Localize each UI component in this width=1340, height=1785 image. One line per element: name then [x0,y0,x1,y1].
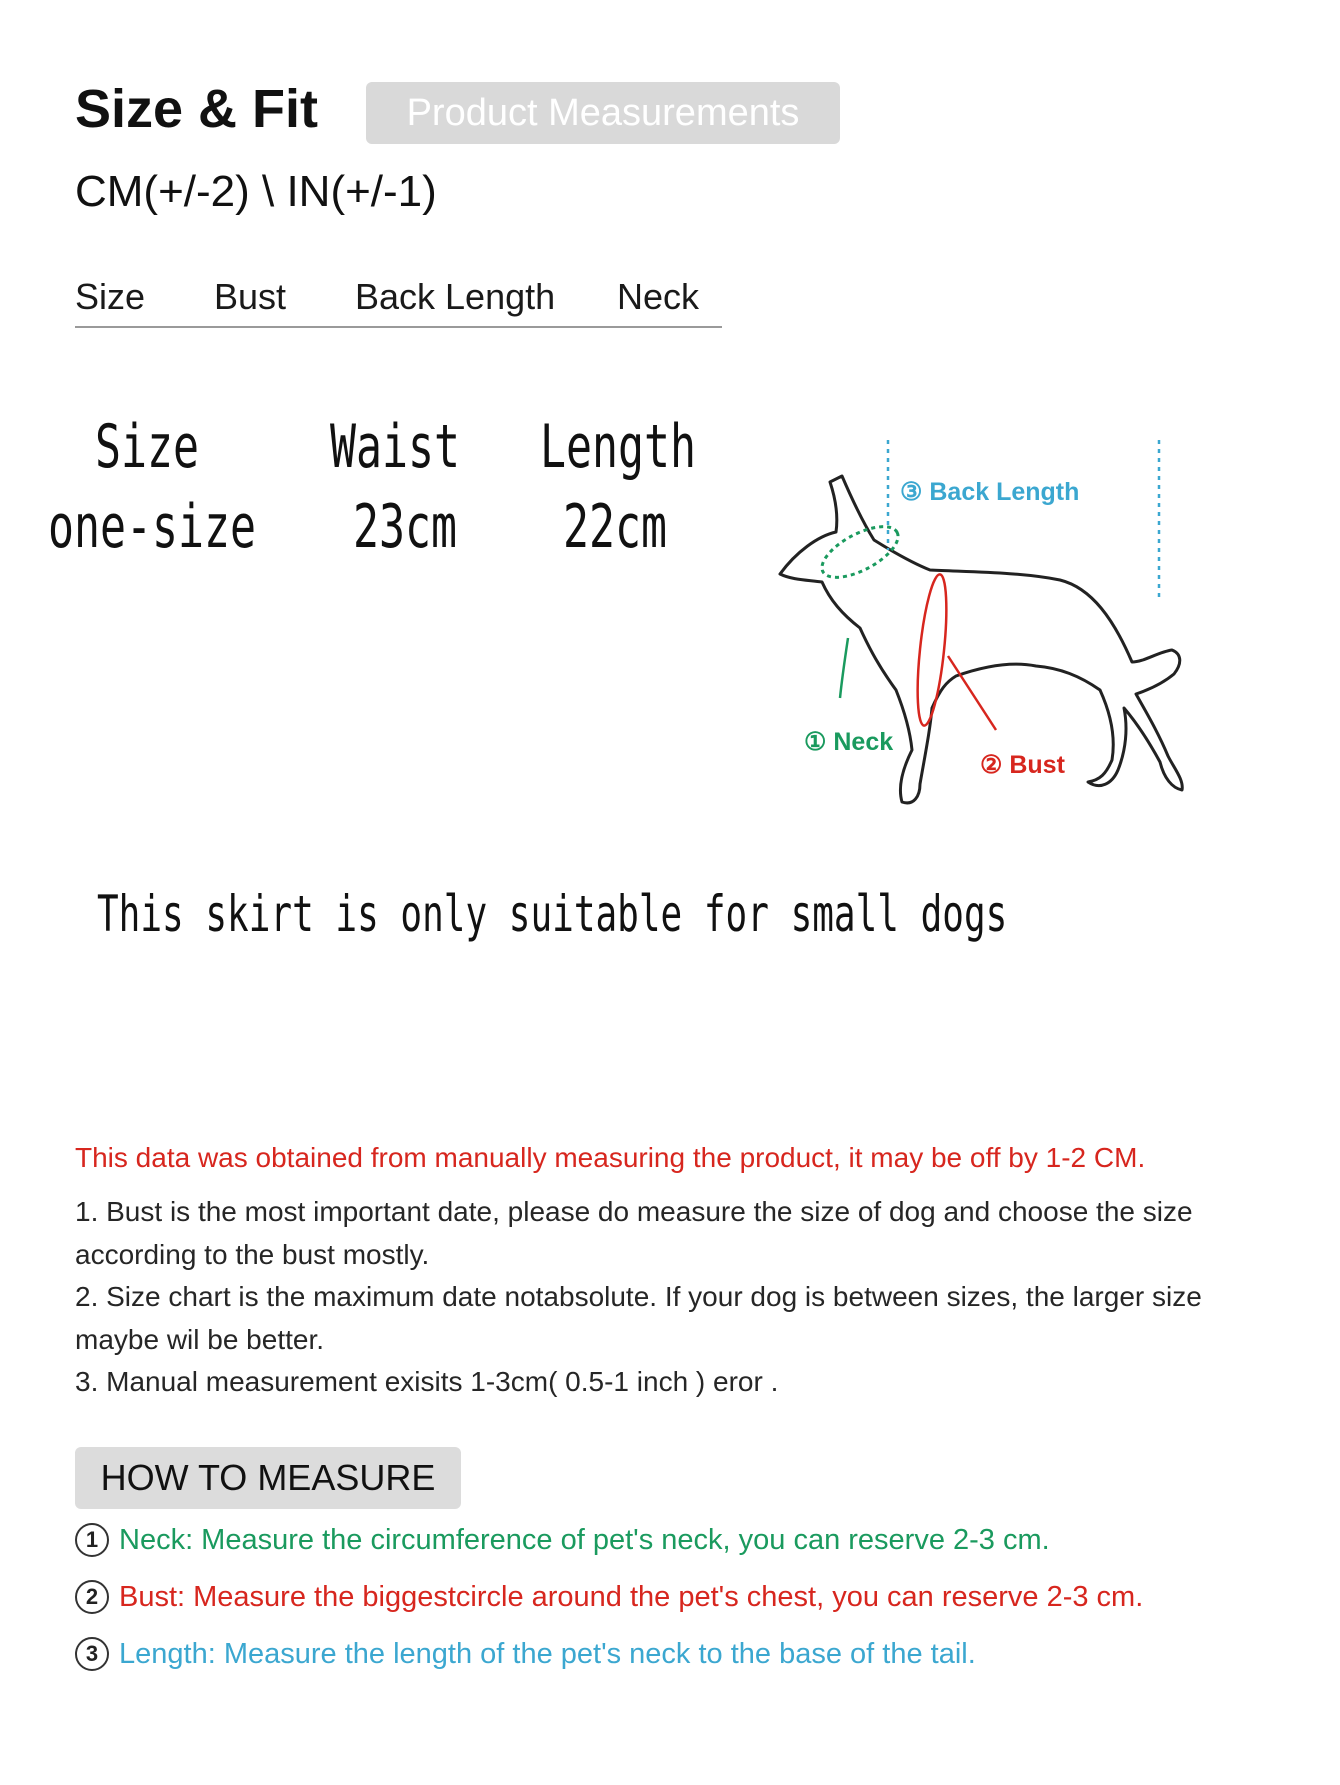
column-neck: Neck [617,276,700,317]
back-length-label: ③ Back Length [900,478,1080,506]
bust-marker [912,573,952,727]
measurement-disclaimer: This data was obtained from manually measuring the product, it may be off by 1-2 CM. [75,1142,1146,1173]
dog-measurement-diagram [770,440,1250,830]
suitability-note: This skirt is only suitable for small dogs [97,885,1008,943]
tip-2: 2. Size chart is the maximum date notabsolute. If your dog is between sizes, the larger size maybe wil be better. [75,1281,1202,1355]
chart-header-waist: Waist [330,412,461,482]
step-2-number-icon: 2 [75,1580,109,1614]
step-3-text: Length: Measure the length of the pet's neck to the base of the tail. [119,1637,976,1670]
tip-1: 1. Bust is the most important date, please do measure the size of dog and choose the size according to the bust mostly. [75,1196,1193,1270]
chart-value-waist: 23cm [353,492,458,562]
how-to-measure-heading: HOW TO MEASURE [75,1447,461,1509]
step-bust [75,1580,1143,1614]
column-bust: Bust [214,276,287,317]
units-note: CM(+/-2) \ IN(+/-1) [75,167,437,216]
neck-pointer [840,638,848,698]
product-measurements-badge: Product Measurements [366,82,840,144]
chart-header-size: Size [95,412,200,482]
chart-value-length: 22cm [563,492,668,562]
header-divider [75,326,722,328]
page-title: Size & Fit [75,79,319,139]
step-length [75,1637,976,1671]
chart-value-size: one-size [48,492,257,562]
column-back-length: Back Length [355,276,556,317]
step-1-number-icon: 1 [75,1523,109,1557]
step-neck [75,1523,1050,1557]
tip-3: 3. Manual measurement exisits 1-3cm( 0.5-1 inch ) eror . [75,1366,779,1397]
neck-label: ① Neck [804,728,894,756]
chart-header-length: Length [540,412,697,482]
step-1-text: Neck: Measure the circumference of pet's neck, you can reserve 2-3 cm. [119,1523,1050,1556]
step-3-number-icon: 3 [75,1637,109,1671]
step-2-text: Bust: Measure the biggestcircle around the pet's chest, you can reserve 2-3 cm. [119,1580,1144,1613]
bust-label: ② Bust [980,751,1065,779]
column-size: Size [75,276,146,317]
